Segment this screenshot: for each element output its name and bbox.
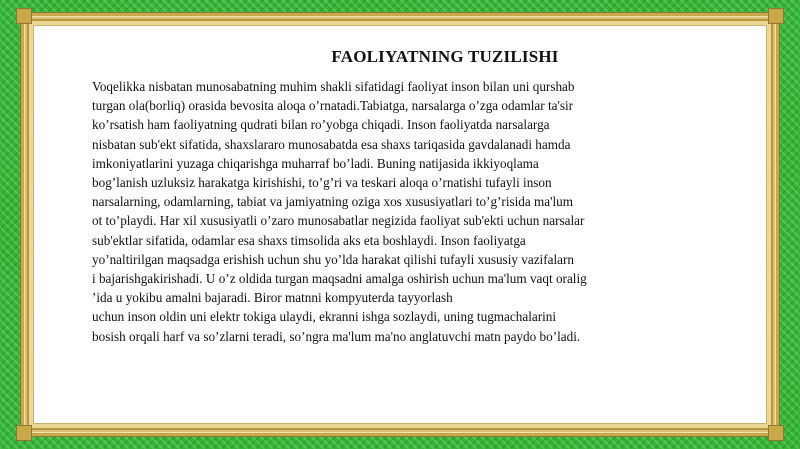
text-line: bog’lanish uzluksiz harakatga kirishishi, to’g’ri va teskari aloqa o’rnatishi tufayli inson [92,175,552,191]
text-line: nisbatan sub'ekt sifatida, shaxslararo munosabatda esa shaxs tariqasida gavdalanadi hamda [92,136,571,152]
corner-ornament [16,425,32,441]
text-line: Voqelikka nisbatan munosabatning muhim shakli sifatidagi faoliyat inson bilan uni qurshab [92,79,575,94]
text-line: bosish orqali harf va so’zlarni teradi, so’ngra ma'lum ma'no anglatuvchi matn paydo bo’ladi. [92,328,581,344]
text-line: sub'ektlar sifatida, odamlar esa shaxs timsolida aks eta boshlaydi. Inson faoliyatga [92,232,526,248]
text-line: ’ida u yokibu amalni bajaradi. Biror matnni kompyuterda tayyorlash [92,290,453,306]
text-line: narsalarning, odamlarning, tabiat va jamiyatning oziga xos xususiyatlari to’g’risida ma'lum [92,194,574,210]
text-line: imkoniyatlarini yuzaga chiqarishga muharraf bo’ladi. Buning natijasida ikkiyoqlama [92,155,539,171]
text-line: ko’rsatish ham faoliyatning qudrati bilan ro’yobga chiqadi. Inson faoliyatda narsalarga [92,117,550,133]
text-line: uchun inson oldin uni elektr tokiga ulaydi, ekranni ishga sozlaydi, uning tugmachalarini [92,309,557,325]
text-line: ot to’playdi. Har xil xususiyatli o’zaro munosabatlar negizida faoliyat sub'ekti uchun narsalar [92,213,585,229]
body-text [92,77,692,346]
corner-ornament [16,8,32,24]
text-line: turgan ola(borliq) orasida bevosita aloqa o’rnatadi.Tabiatga, narsalarga o’zga odamlar ta'sir [92,98,574,114]
text-line: i bajarishgakirishadi. U o’z oldida turgan maqsadni amalga oshirish uchun ma'lum vaqt oralig [92,271,587,287]
corner-ornament [768,425,784,441]
text-line: yo’naltirilgan maqsadga erishish uchun shu yo’lda harakat qilishi tufayli xususiy vazifalarn [92,251,574,267]
slide-title: FAOLIYATNING TUZILISHI [331,47,559,66]
corner-ornament [768,8,784,24]
